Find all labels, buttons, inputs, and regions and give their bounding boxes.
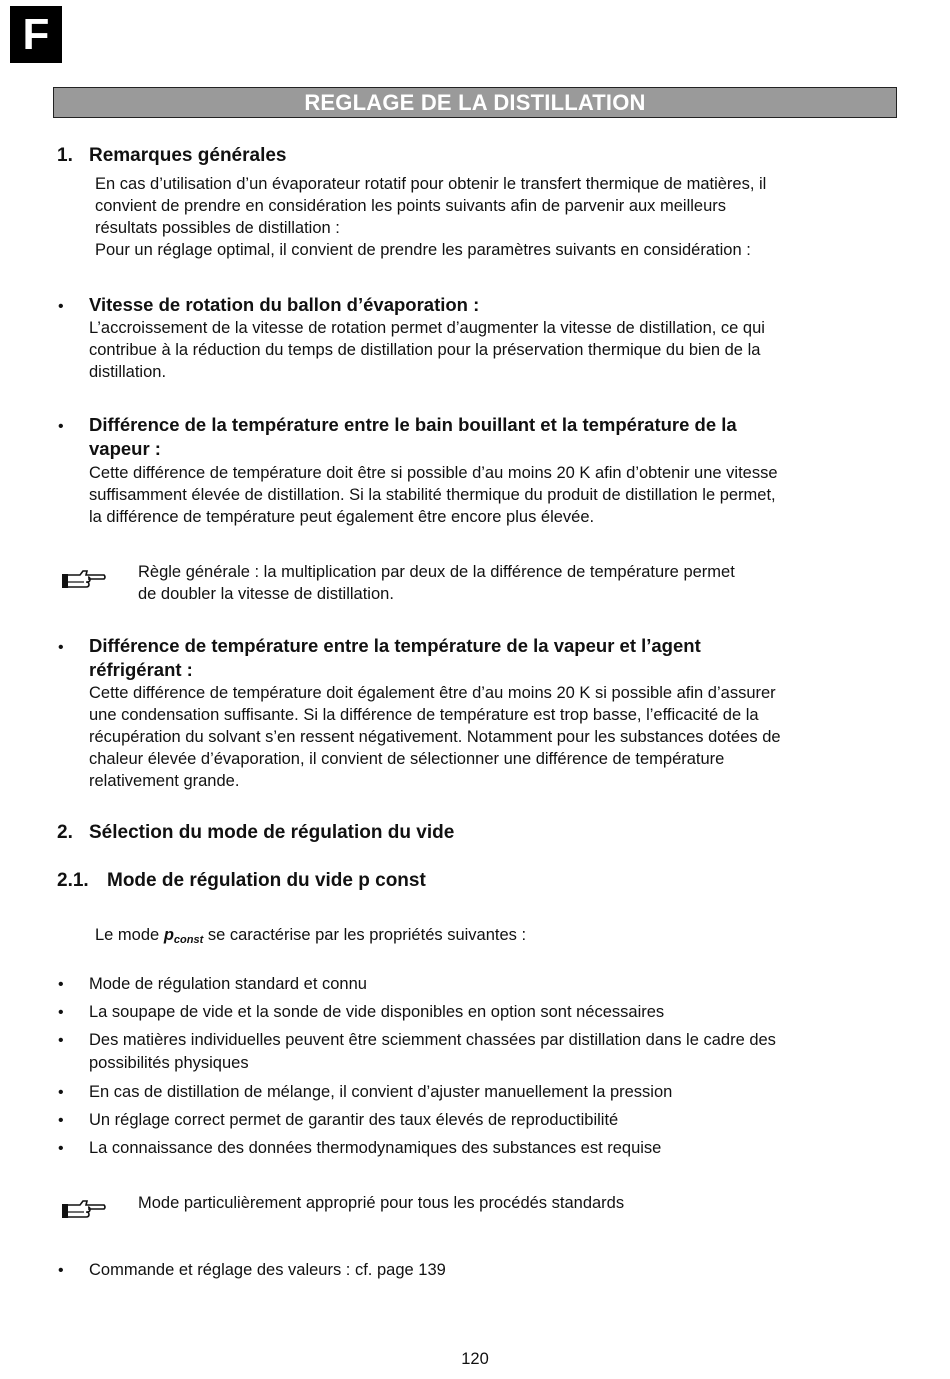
section-2-1-number: 2.1. bbox=[57, 870, 89, 891]
pointing-hand-icon bbox=[60, 566, 106, 592]
bullet-marker: • bbox=[58, 298, 64, 315]
bullet-marker: • bbox=[58, 1112, 64, 1129]
bullet-marker: • bbox=[58, 1032, 64, 1049]
section-1-line: résultats possibles de distillation : bbox=[95, 219, 340, 237]
section-1-heading: Remarques générales bbox=[89, 145, 287, 166]
bullet-1-line: distillation. bbox=[89, 363, 167, 381]
bullet-1-line: L’accroissement de la vitesse de rotation permet d’augmenter la vitesse de distillation, ce qui bbox=[89, 319, 765, 337]
bullet-2-heading: vapeur : bbox=[89, 438, 161, 459]
bullet-1-line: contribue à la réduction du temps de distillation pour la préservation thermique du bien de la bbox=[89, 341, 761, 359]
section-1-line: Pour un réglage optimal, il convient de prendre les paramètres suivants en considération : bbox=[95, 241, 751, 259]
list-item-continuation: possibilités physiques bbox=[89, 1054, 249, 1072]
list-item: Un réglage correct permet de garantir des taux élevés de reproductibilité bbox=[89, 1111, 619, 1129]
bullet-marker: • bbox=[58, 976, 64, 993]
pconst-subscript: const bbox=[173, 934, 204, 946]
pconst-intro-after: se caractérise par les propriétés suivantes : bbox=[207, 926, 527, 944]
bullet-3-heading: réfrigérant : bbox=[89, 659, 193, 680]
bullet-marker: • bbox=[58, 418, 64, 435]
bullet-marker: • bbox=[58, 1262, 64, 1279]
bullet-1-heading: Vitesse de rotation du ballon d’évaporation : bbox=[89, 294, 480, 315]
language-badge bbox=[10, 6, 62, 63]
bullet-3-line: une condensation suffisante. Si la différence de température est trop basse, l’efficacité de la bbox=[89, 706, 759, 724]
bullet-2-line: suffisamment élevée de distillation. Si la stabilité thermique du produit de distillation le permet, bbox=[89, 486, 776, 504]
bullet-3-heading: Différence de température entre la température de la vapeur et l’agent bbox=[89, 635, 701, 656]
bullet-marker: • bbox=[58, 1004, 64, 1021]
page-title: REGLAGE DE LA DISTILLATION bbox=[304, 89, 646, 115]
list-item: Des matières individuelles peuvent être sciemment chassées par distillation dans le cadre des bbox=[89, 1031, 776, 1049]
pconst-symbol: p bbox=[163, 926, 174, 944]
bullet-3-line: relativement grande. bbox=[89, 772, 240, 790]
note-1-line: de doubler la vitesse de distillation. bbox=[138, 585, 394, 603]
section-2-number: 2. bbox=[57, 822, 73, 843]
language-letter: F bbox=[22, 9, 50, 59]
bullet-marker: • bbox=[58, 639, 64, 656]
reference-item: Commande et réglage des valeurs : cf. page 139 bbox=[89, 1261, 446, 1279]
page-number: 120 bbox=[461, 1350, 489, 1368]
bullet-2-line: la différence de température peut également être encore plus élevée. bbox=[89, 508, 595, 526]
list-item: La soupape de vide et la sonde de vide disponibles en option sont nécessaires bbox=[89, 1003, 665, 1021]
bullet-marker: • bbox=[58, 1140, 64, 1157]
bullet-marker: • bbox=[58, 1084, 64, 1101]
section-2-1-heading: Mode de régulation du vide p const bbox=[107, 870, 426, 891]
bullet-2-heading: Différence de la température entre le bain bouillant et la température de la bbox=[89, 414, 737, 435]
section-2-heading: Sélection du mode de régulation du vide bbox=[89, 822, 455, 843]
bullet-2-line: Cette différence de température doit être si possible d’au moins 20 K afin d’obtenir une vitesse bbox=[89, 464, 778, 482]
pconst-intro-before: Le mode bbox=[95, 926, 160, 944]
pointing-hand-icon bbox=[60, 1196, 106, 1222]
section-1-number: 1. bbox=[57, 145, 73, 166]
section-1-line: convient de prendre en considération les points suivants afin de parvenir aux meilleurs bbox=[95, 197, 727, 215]
bullet-3-line: Cette différence de température doit également être d’au moins 20 K si possible afin d’assurer bbox=[89, 684, 776, 702]
pconst-intro bbox=[95, 924, 526, 951]
list-item: Mode de régulation standard et connu bbox=[89, 975, 367, 993]
list-item: La connaissance des données thermodynamiques des substances est requise bbox=[89, 1139, 662, 1157]
note-2-text: Mode particulièrement approprié pour tous les procédés standards bbox=[138, 1194, 625, 1212]
page-title-bar bbox=[53, 87, 897, 118]
bullet-3-line: récupération du solvant s’en ressent négativement. Notamment pour les substances dotées de bbox=[89, 728, 781, 746]
section-1-line: En cas d’utilisation d’un évaporateur rotatif pour obtenir le transfert thermique de matières, il bbox=[95, 175, 767, 193]
bullet-3-line: chaleur élevée d’évaporation, il convient de sélectionner une différence de température bbox=[89, 750, 725, 768]
list-item: En cas de distillation de mélange, il convient d’ajuster manuellement la pression bbox=[89, 1083, 673, 1101]
note-1-line: Règle générale : la multiplication par deux de la différence de température permet bbox=[138, 563, 735, 581]
